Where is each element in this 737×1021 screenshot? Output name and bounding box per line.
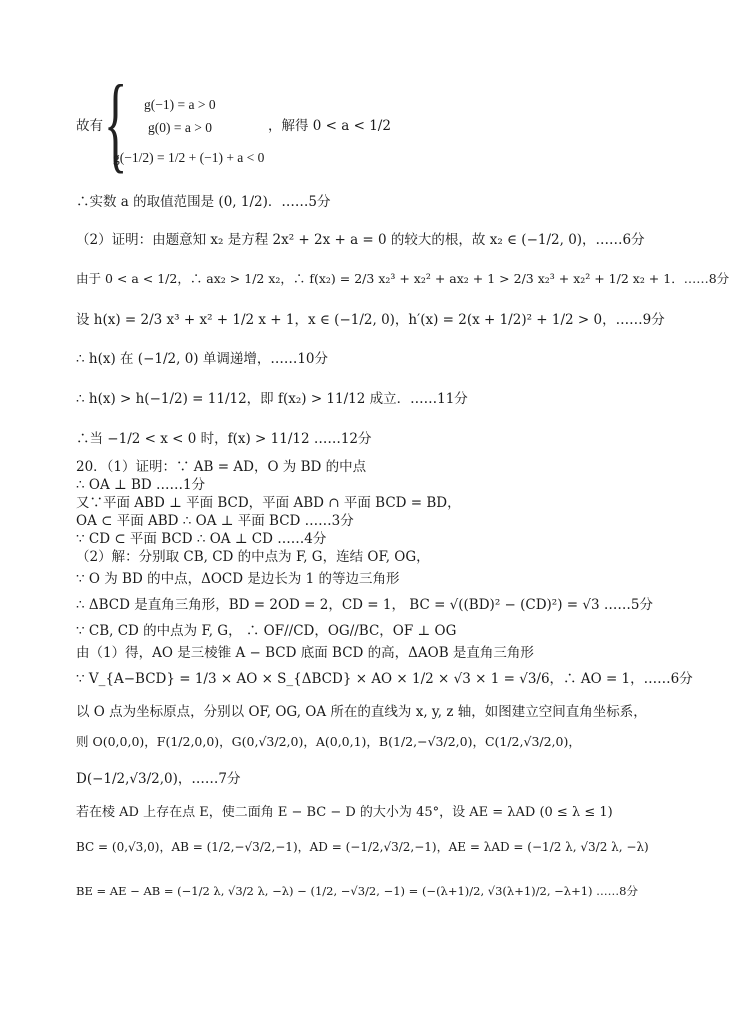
line-height-ao: 由（1）得，AO 是三棱锥 A − BCD 底面 BCD 的高，ΔAOB 是直角三角形 [76,645,534,661]
line-oa-perp-plane: OA ⊂ 平面 ABD ∴ OA ⊥ 平面 BCD ……3分 [76,513,354,529]
line-h-bound: ∴ h(x) > h(−1/2) = 11/12，即 f(x₂) > 11/12 成立．……11分 [76,391,468,407]
line-parallel: ∵ CB, CD 的中点为 F, G， ∴ OF//CD，OG//BC，OF ⊥ OG [76,623,457,639]
line-define-h: 设 h(x) = 2/3 x³ + x² + 1/2 x + 1，x ∈ (−1/2, 0)，h′(x) = 2(x + 1/2)² + 1/2 > 0，……9分 [76,312,665,328]
line-range-of-a: ∴实数 a 的取值范围是 (0, 1/2)．……5分 [76,194,331,210]
line-vectors: BC = (0,√3,0)，AB = (1/2,−√3/2,−1)，AD = (−1/2,√3/2,−1)，AE = λAD = (−1/2 λ, √3/2 λ, −λ) [76,840,649,854]
system-line-1: g(−1) = a > 0 [144,97,216,112]
line-oa-perp-cd: ∵ CD ⊂ 平面 BCD ∴ OA ⊥ CD ……4分 [76,531,327,547]
left-brace: { [104,64,128,183]
line-q20-start: 20．（1）证明：∵ AB = AD，O 为 BD 的中点 [76,459,367,475]
line-coordinate-d: D(−1/2,√3/2,0)，……7分 [76,771,241,787]
line-part2-root: （2）证明：由题意知 x₂ 是方程 2x² + 2x + a = 0 的较大的根，故 x₂ ∈ (−1/2, 0)，……6分 [76,232,645,248]
line-equilateral: ∵ O 为 BD 的中点，ΔOCD 是边长为 1 的等边三角形 [76,571,400,587]
line-conclusion: ∴当 −1/2 < x < 0 时，f(x) > 11/12 ……12分 [76,431,372,447]
line-h-increasing: ∴ h(x) 在 (−1/2, 0) 单调递增，……10分 [76,351,329,367]
line-fx2-inequality: 由于 0 < a < 1/2，∴ ax₂ > 1/2 x₂，∴ f(x₂) = 2/3 x₂³ + x₂² + ax₂ + 1 > 2/3 x₂³ + x₂² + 1/2 x₂ + 1．……8分 [76,271,730,286]
system-line-2: g(0) = a > 0 [148,120,212,135]
line-oa-perp-bd: ∴ OA ⊥ BD ……1分 [76,477,206,493]
line-planes-perp: 又∵平面 ABD ⊥ 平面 BCD，平面 ABD ∩ 平面 BCD = BD， [76,495,461,511]
line-point-e: 若在棱 AD 上存在点 E，使二面角 E − BC − D 的大小为 45°，设 AE = λAD (0 ≤ λ ≤ 1) [76,805,613,820]
line-coordinates: 则 O(0,0,0)，F(1/2,0,0)，G(0,√3/2,0)，A(0,0,1)，B(1/2,−√3/2,0)，C(1/2,√3/2,0)， [76,734,581,749]
text-gu-you: 故有 [76,118,103,134]
line-part2-midpoints: （2）解：分别取 CB, CD 的中点为 F, G，连结 OF, OG， [76,549,430,565]
solution-range-a: ，解得 0 < a < 1/2 [268,118,391,134]
line-right-triangle-bcd: ∴ ΔBCD 是直角三角形，BD = 2OD = 2，CD = 1， BC = √((BD)² − (CD)²) = √3 ……5分 [76,597,653,613]
line-volume: ∵ V_{A−BCD} = 1/3 × AO × S_{ΔBCD} × AO × 1/2 × √3 × 1 = √3/6，∴ AO = 1，……6分 [76,671,693,687]
line-vector-be: BE = AE − AB = (−1/2 λ, √3/2 λ, −λ) − (1/2, −√3/2, −1) = (−(λ+1)/2, √3(λ+1)/2, −λ+1) ……8分 [76,884,638,898]
line-coordinate-system: 以 O 点为坐标原点，分别以 OF, OG, OA 所在的直线为 x, y, z 轴，如图建立空间直角坐标系， [76,704,647,720]
system-line-3: g(−1/2) = 1/2 + (−1) + a < 0 [113,150,265,165]
